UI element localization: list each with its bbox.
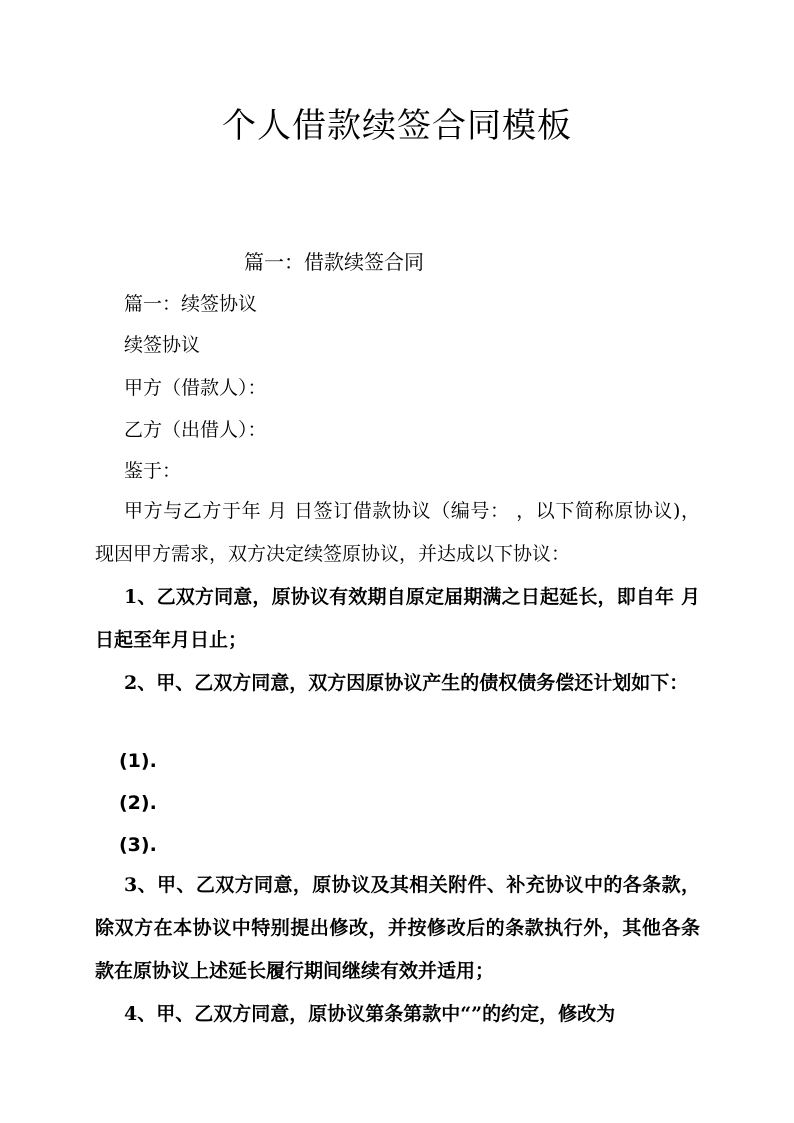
document-title: 个人借款续签合同模板 xyxy=(222,106,572,146)
party-a-line: 甲方（借款人）： xyxy=(124,377,267,399)
clause-2-paragraph: 2、甲、乙双方同意，双方因原协议产生的债权债务偿还计划如下： xyxy=(124,672,689,694)
list-item-3: (3). xyxy=(119,834,157,856)
list-item-1: (1). xyxy=(119,750,157,772)
list-item-2: (2). xyxy=(119,792,157,814)
clause-4-paragraph: 4、甲、乙双方同意，原协议第条第款中“”的约定，修改为 xyxy=(124,1003,616,1025)
subsection-title: 篇一：续签协议 xyxy=(124,293,258,315)
whereas-line: 鉴于： xyxy=(124,460,182,482)
intro-paragraph: 甲方与乙方于年 月 日签订借款协议（编号： ，以下简称原协议)，现因甲方需求，双方决定续签原协议，并达成以下协议： xyxy=(95,500,700,565)
clause-1-paragraph: 1、乙双方同意，原协议有效期自原定届期满之日起延长，即自年 月日起至年月日止； xyxy=(95,586,700,651)
clause-3-paragraph: 3、甲、乙双方同意，原协议及其相关附件、补充协议中的各条款，除双方在本协议中特别提出修改，并按修改后的条款执行外，其他各条款在原协议上述延长履行期间继续有效并适用； xyxy=(95,874,700,982)
section-title: 篇一：借款续签合同 xyxy=(244,250,424,274)
agreement-title: 续签协议 xyxy=(124,334,201,356)
party-b-line: 乙方（出借人）： xyxy=(124,419,267,441)
